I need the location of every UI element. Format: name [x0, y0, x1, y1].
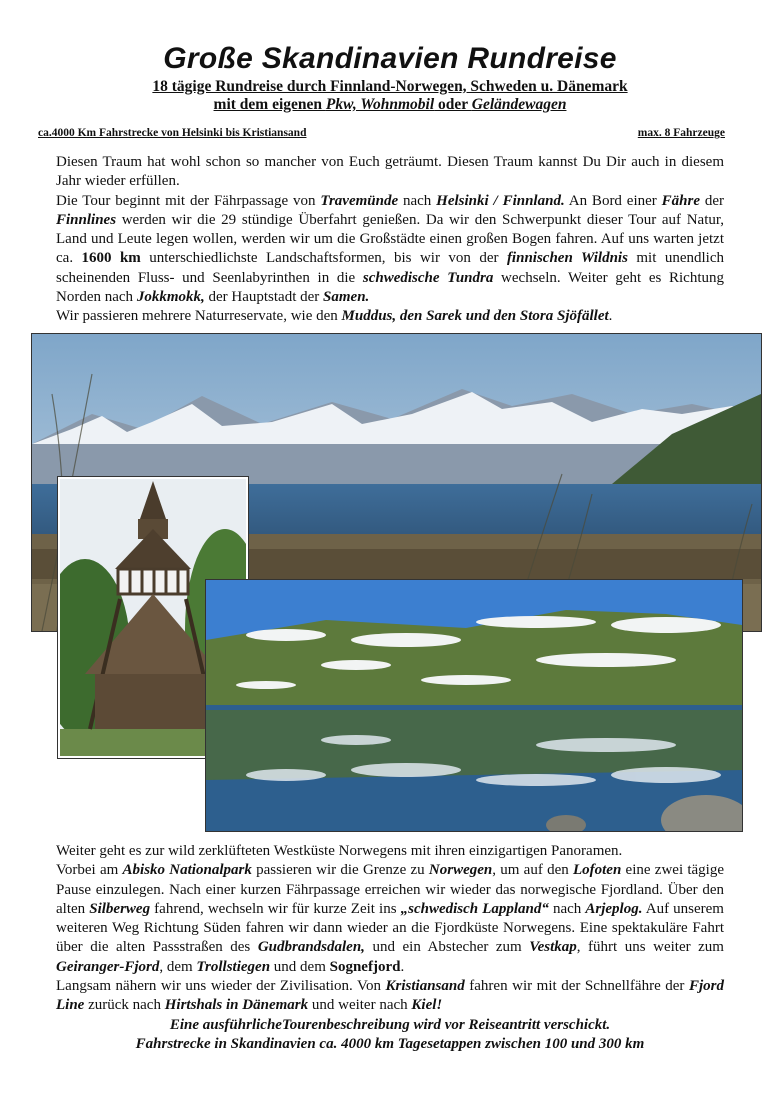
intro-text: [56, 153, 724, 327]
subtitle-route: 18 tägige Rundreise durch Finnland-Norwegen, Schweden u. Dänemark: [152, 78, 628, 95]
vehicle-limit: max. 8 Fahrzeuge: [637, 127, 725, 139]
intro-line: Die Tour beginnt mit der Fährpassage von Travemünde nach Helsinki / Finnland. An Bord einer Fähre der Finnlines werden wir die 29 stündige Überfahrt genießen. Da wir den Schwerpunkt dieser Tour auf Natur, Land und Leute legen wollen, werden wir um die Großstädte einen großen Bogen fahren. Auf uns warten jetzt ca. 1600 km unterschiedlichste Landschaftsformen, bis wir von der finnischen Wildnis mit unendlich scheinenden Fluss- und Seenlabyrinthen in die schwedische Tundra wechseln. Weiter geht es Richtung Norden nach Jokkmokk, der Hauptstadt der Samen.: [56, 192, 725, 306]
intro-line: Wir passieren mehrere Naturreservate, wie den Muddus, den Sarek und den Stora Sjöfället.: [56, 308, 613, 325]
subtitle-text: oder: [434, 96, 472, 113]
subtitle-vehicles: [0, 96, 780, 114]
page-title: Große Skandinavien Rundreise: [163, 42, 617, 75]
fjell-lake-photo: [205, 579, 743, 832]
distance-summary: Fahrstrecke in Skandinavien ca. 4000 km Tagesetappen zwischen 100 und 300 km: [135, 1035, 645, 1052]
subtitle-emph: Geländewagen: [471, 96, 567, 113]
distance-info: ca.4000 Km Fahrstrecke von Helsinki bis Kristiansand: [38, 127, 307, 139]
route-line: Vorbei am Abisko Nationalpark passieren wir die Grenze zu Norwegen, um auf den Lofoten eine zwei tägige Pause einzulegen. Nach einer kurzen Fährpassage erreichen wir wieder das norwegische Fjordland. Über den alten Silberweg fahrend, wechseln wir für kurze Zeit ins „schwedisch Lappland“ nach Arjeplog. Auf unserem weiteren Weg Richtung Süden fahren wir dann wieder an die Fjordküste Norwegens. Eine spektakuläre Fahrt über die alten Passstraßen des Gudbrandsdalen, und ein Abstecher zum Vestkap, führt uns weiter zum Geiranger-Fjord, dem Trollstiegen und dem Sognefjord.: [56, 862, 725, 975]
subtitle-text: mit dem eigenen: [213, 96, 326, 113]
route-line: Weiter geht es zur wild zerklüfteten Westküste Norwegens mit ihren einzigartigen Panoramen.: [56, 843, 623, 859]
brochure-note: Eine ausführlicheTourenbeschreibung wird vor Reiseantritt verschickt.: [169, 1016, 611, 1033]
subtitle-emph: Pkw, Wohnmobil: [325, 96, 435, 113]
intro-line: Diesen Traum hat wohl schon so mancher von Euch geträumt. Diesen Traum kannst Du Dir auch in diesem Jahr wieder erfüllen.: [56, 154, 724, 190]
route-line: Langsam nähern wir uns wieder der Zivilisation. Von Kristiansand fahren wir mit der Schnellfähre der Fjord Line zurück nach Hirtshals in Dänemark und weiter nach Kiel!: [56, 978, 724, 1014]
route-text: [56, 842, 724, 1054]
